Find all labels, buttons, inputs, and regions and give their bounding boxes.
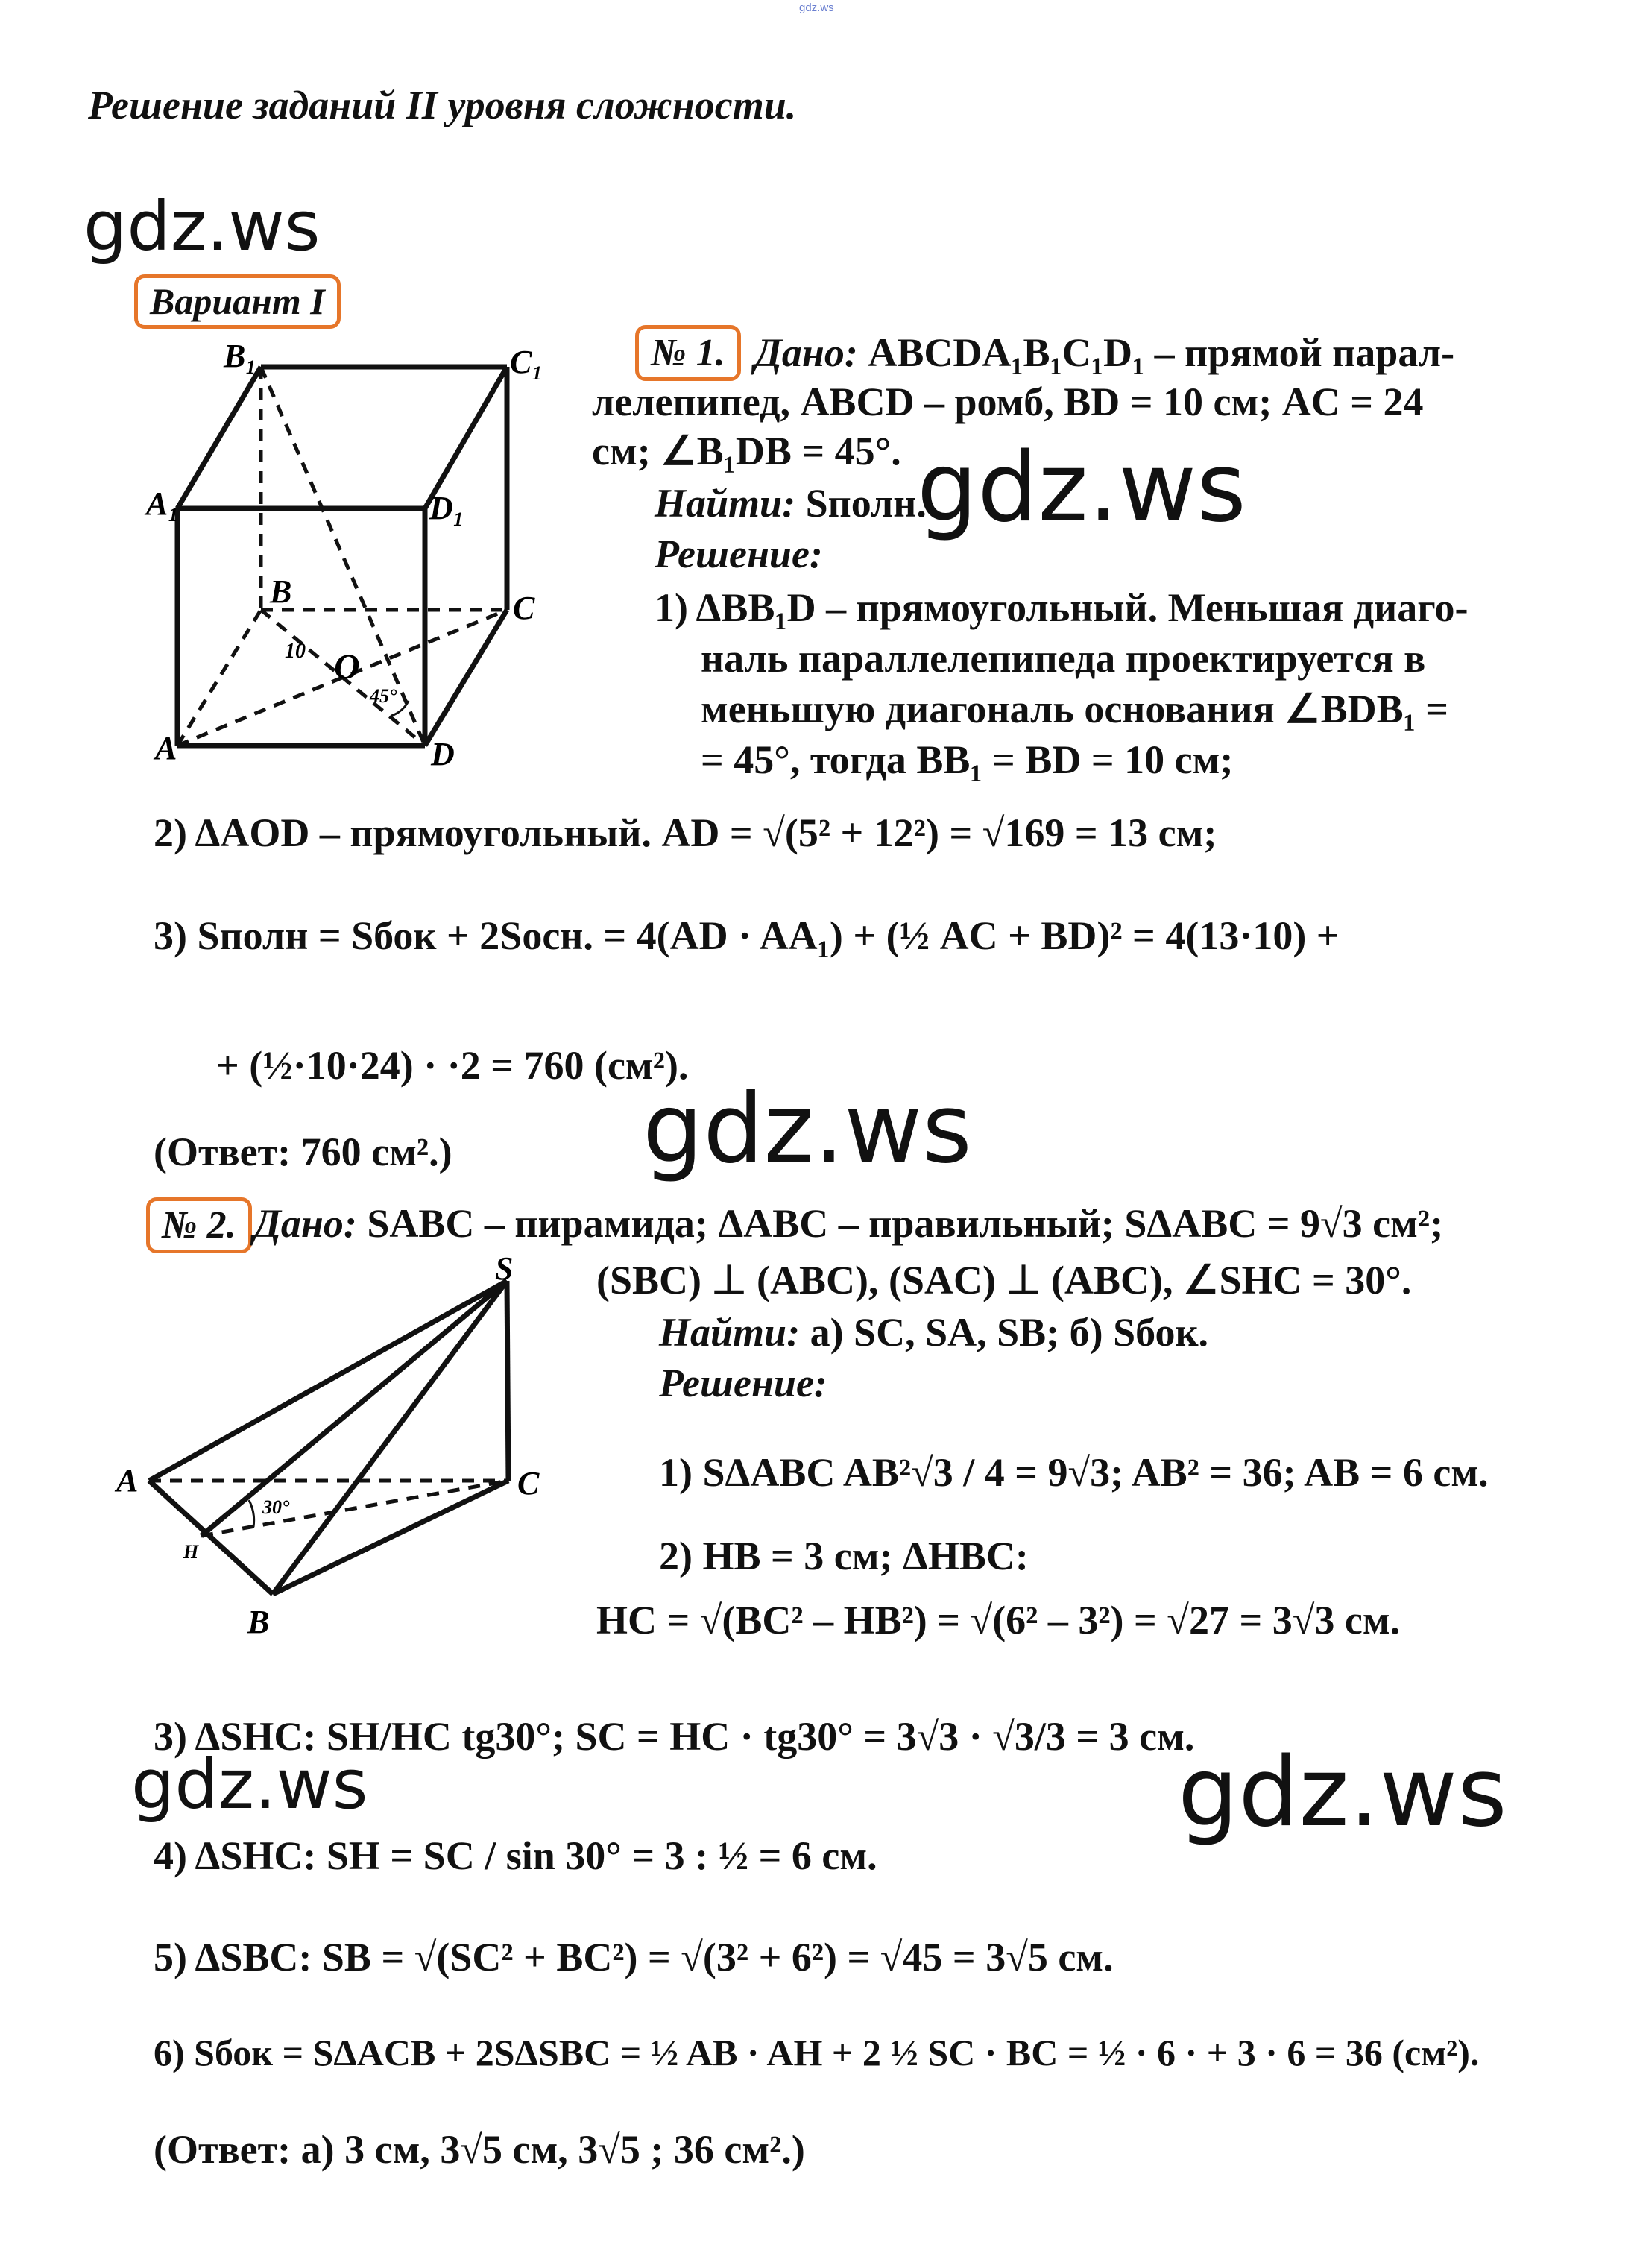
vertex-label-a1: A₁ (146, 485, 180, 522)
point-label-o: O (334, 647, 360, 687)
watermark: gdz.ws (917, 432, 1246, 544)
watermark: gdz.ws (83, 186, 321, 266)
task2-find-value: а) SC, SA, SB; б) Sбок. (810, 1310, 1209, 1355)
vertex-label-d: D (431, 736, 455, 772)
angle-label: 30° (262, 1496, 290, 1518)
task2-answer: (Ответ: а) 3 см, 3√5 см, 3√5 ; 36 см².) (154, 2127, 805, 2172)
task2-step1: 1) SΔABC AB²√3 / 4 = 9√3; AB² = 36; AB = 6 см. (659, 1450, 1489, 1495)
vertex-label-a: A (155, 730, 177, 766)
task2-solution-label: Решение: (659, 1361, 827, 1405)
vertex-label-c: C (513, 590, 535, 626)
vertex-label-b: B (270, 573, 292, 610)
vertex-label-b1: B₁ (224, 338, 257, 374)
task2-step2-line1: 2) HB = 3 см; ΔHBC: (659, 1534, 1029, 1578)
page-heading: Решение заданий II уровня сложности. (88, 83, 797, 127)
task1-given-line2: лелепипед, ABCD – ромб, BD = 10 см; AC = 24 (592, 379, 1424, 424)
task2-step2-line2: HC = √(BC² – HB²) = √(6² – 3²) = √27 = 3√3 см. (596, 1598, 1401, 1642)
vertex-label-c1: C₁ (510, 344, 543, 380)
watermark: gdz.ws (131, 1745, 368, 1824)
task2-step5: 5) ΔSBC: SB = √(SC² + BC²) = √(3² + 6²) = √45 = 3√5 см. (154, 1935, 1114, 1979)
vertex-label-a: A (116, 1462, 139, 1499)
vertex-label-s: S (495, 1250, 514, 1287)
task1-step1-line4: = 45°, тогда BB₁ = BD = 10 см; (701, 737, 1234, 782)
task2-number: № 2. (146, 1197, 252, 1253)
top-watermark: gdz.ws (799, 1, 834, 14)
task1-given-line3: см; ∠B₁DB = 45°. (592, 429, 901, 473)
variant-label: Вариант I (134, 274, 341, 329)
task2-given-line2: (SBC) ⊥ (ABC), (SAC) ⊥ (ABC), ∠SHC = 30°. (596, 1258, 1412, 1302)
angle-label: 45° (370, 685, 397, 707)
task1-step1-line1: 1) ΔBB₁D – прямоугольный. Меньшая диаго- (655, 585, 1469, 630)
task1-step1-line3: меньшую диагональ основания ∠BDB₁ = (701, 687, 1449, 731)
task1-step3-line1: 3) Sполн = Sбок + 2Sосн. = 4(AD · AA₁) + (½ AC + BD)² = 4(13·10) + (154, 913, 1340, 958)
task1-step2: 2) ΔAOD – прямоугольный. AD = √(5² + 12²) = √169 = 13 см; (154, 810, 1217, 855)
task1-answer: (Ответ: 760 см².) (154, 1130, 452, 1174)
watermark: gdz.ws (1178, 1737, 1507, 1848)
task1-number: № 1. (635, 325, 741, 381)
task2-step4: 4) ΔSHC: SH = SC / sin 30° = 3 : ½ = 6 см. (154, 1833, 877, 1878)
task2-given-label: Дано: (253, 1201, 357, 1246)
task1-find-label: Найти: (655, 481, 796, 526)
task2-find-label: Найти: (659, 1310, 801, 1355)
watermark: gdz.ws (643, 1074, 972, 1185)
vertex-label-c: C (517, 1465, 540, 1502)
vertex-label-d1: D₁ (429, 490, 465, 526)
task2-step3: 3) ΔSHC: SH/HC tg30°; SC = HC · tg30° = 3√3 · √3/3 = 3 см. (154, 1714, 1195, 1759)
vertex-label-b: B (247, 1604, 270, 1640)
task1-given-line1: ABCDA₁B₁C₁D₁ – прямой парал- (857, 330, 1455, 375)
task2-given-line1: SABC – пирамида; ΔABC – правильный; SΔABC = 9√3 см²; (356, 1201, 1444, 1246)
length-label: 10 (285, 640, 306, 663)
task1-given-label: Дано: (754, 330, 858, 375)
task1-step3-line2: + (½·10·24) · ·2 = 760 (см²). (216, 1043, 689, 1088)
task1-solution-label: Решение: (655, 532, 823, 576)
task1-step1-line2: наль параллелепипеда проектируется в (701, 636, 1426, 681)
point-label-h: H (183, 1541, 199, 1563)
task1-find-value: Sполн. (805, 481, 927, 526)
task2-step6: 6) Sбок = SΔACB + 2SΔSBC = ½ AB · AH + 2 ½ SC · BC = ½ · 6 · + 3 · 6 = 36 (см²). (154, 2032, 1480, 2073)
